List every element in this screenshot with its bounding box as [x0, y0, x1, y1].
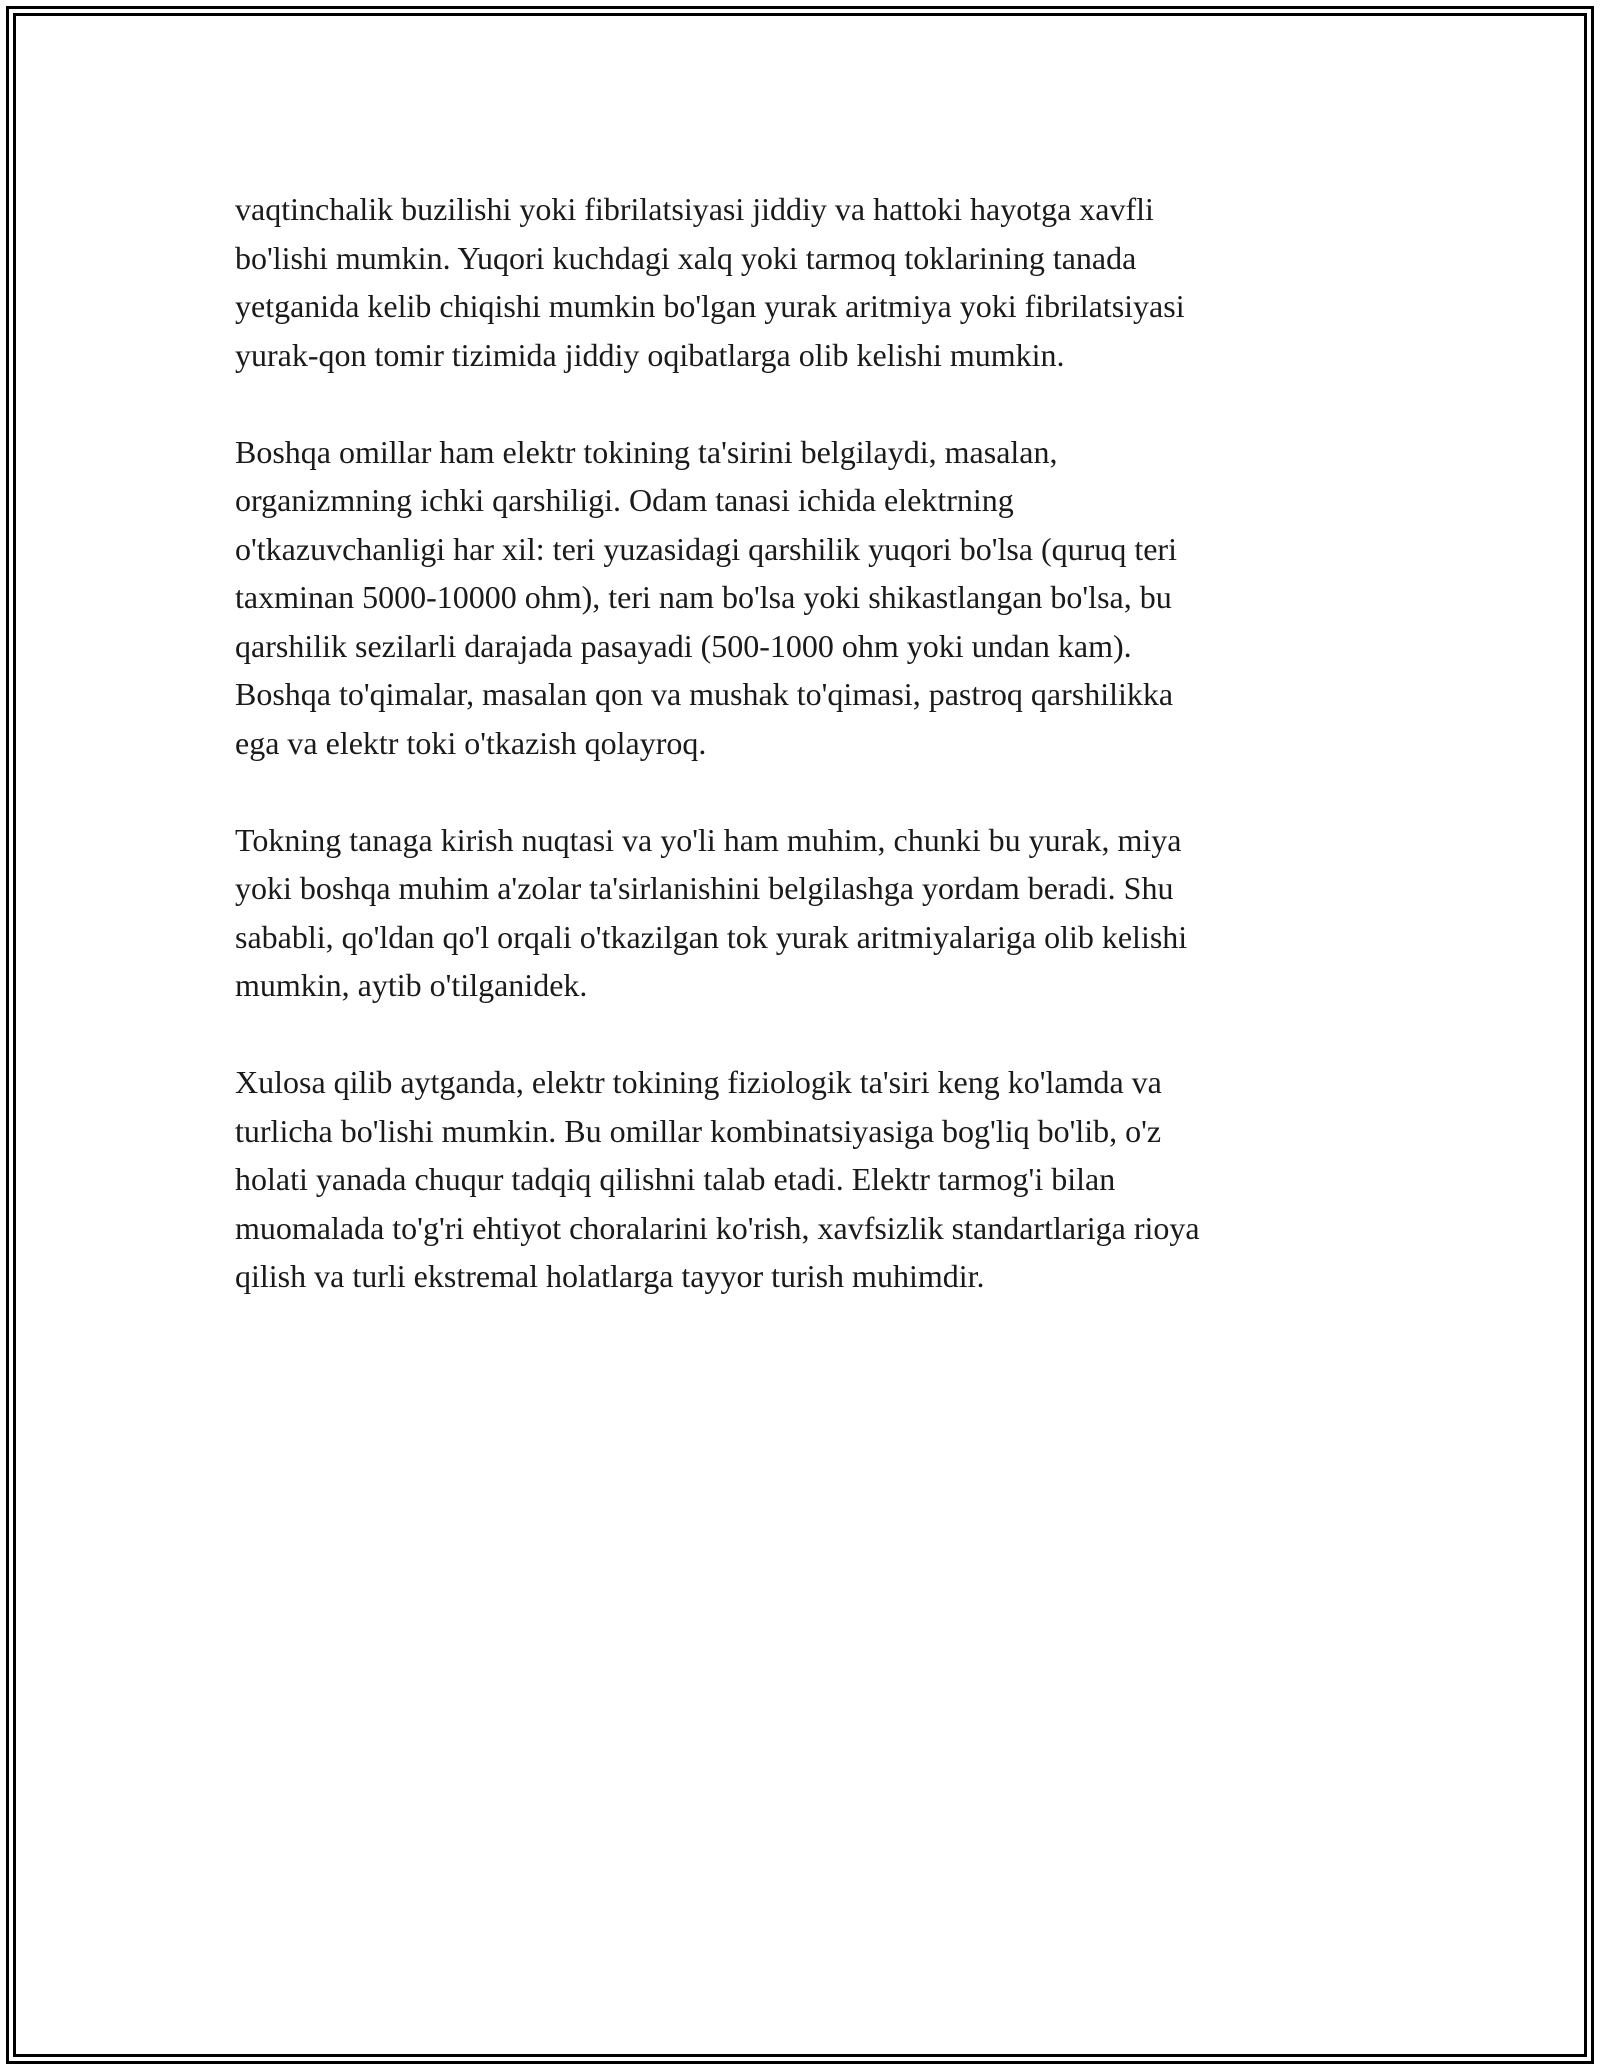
text-line: bo'lishi mumkin. Yuqori kuchdagi xalq yoki tarmoq toklarining tanada: [235, 239, 1137, 276]
text-line: Boshqa to'qimalar, masalan qon va mushak to'qimasi, pastroq qarshilikka: [235, 676, 1174, 712]
paragraph-2: [235, 428, 1375, 768]
text-line: o'tkazuvchanligi har xil: teri yuzasidagi qarshilik yuqori bo'lsa (quruq teri: [235, 530, 1177, 567]
text-line: yetganida kelib chiqishi mumkin bo'lgan yurak aritmiya yoki fibrilatsiyasi: [235, 288, 1185, 324]
text-line: qarshilik sezilarli darajada pasayadi (500-1000 ohm yoki undan kam).: [235, 627, 1132, 664]
text-line: qilish va turli ekstremal holatlarga tayyor turish muhimdir.: [235, 1258, 985, 1294]
text-line: sababli, qo'ldan qo'l orqali o'tkazilgan tok yurak aritmiyalariga olib kelishi: [235, 918, 1188, 955]
text-line: muomalada to'g'ri ehtiyot choralarini ko'rish, xavfsizlik standartlariga rioya: [235, 1209, 1200, 1246]
paragraph-1: [235, 185, 1375, 379]
text-line: turlicha bo'lishi mumkin. Bu omillar kombinatsiyasiga bog'liq bo'lib, o'z: [235, 1112, 1162, 1149]
text-line: holati yanada chuqur tadqiq qilishni talab etadi. Elektr tarmog'i bilan: [235, 1161, 1116, 1197]
text-line: taxminan 5000-10000 ohm), teri nam bo'lsa yoki shikastlangan bo'lsa, bu: [235, 579, 1172, 615]
text-line: mumkin, aytib o'tilganidek.: [235, 967, 588, 1003]
text-line: yurak-qon tomir tizimida jiddiy oqibatlarga olib kelishi mumkin.: [235, 336, 1065, 373]
text-line: vaqtinchalik buzilishi yoki fibrilatsiyasi jiddiy va hattoki hayotga xavfli: [235, 191, 1154, 227]
text-line: Tokning tanaga kirish nuqtasi va yo'li ham muhim, chunki bu yurak, miya: [235, 821, 1182, 858]
text-line: ega va elektr toki o'tkazish qolayroq.: [235, 724, 707, 761]
text-line: Boshqa omillar ham elektr tokining ta'sirini belgilaydi, masalan,: [235, 433, 1058, 470]
document-body: [235, 185, 1375, 1349]
text-line: organizmning ichki qarshiligi. Odam tanasi ichida elektrning: [235, 482, 1014, 518]
paragraph-4: [235, 1058, 1375, 1301]
paragraph-3: [235, 816, 1375, 1010]
text-line: Xulosa qilib aytganda, elektr tokining fiziologik ta'siri keng ko'lamda va: [235, 1064, 1162, 1100]
text-line: yoki boshqa muhim a'zolar ta'sirlanishini belgilashga yordam beradi. Shu: [235, 870, 1174, 906]
